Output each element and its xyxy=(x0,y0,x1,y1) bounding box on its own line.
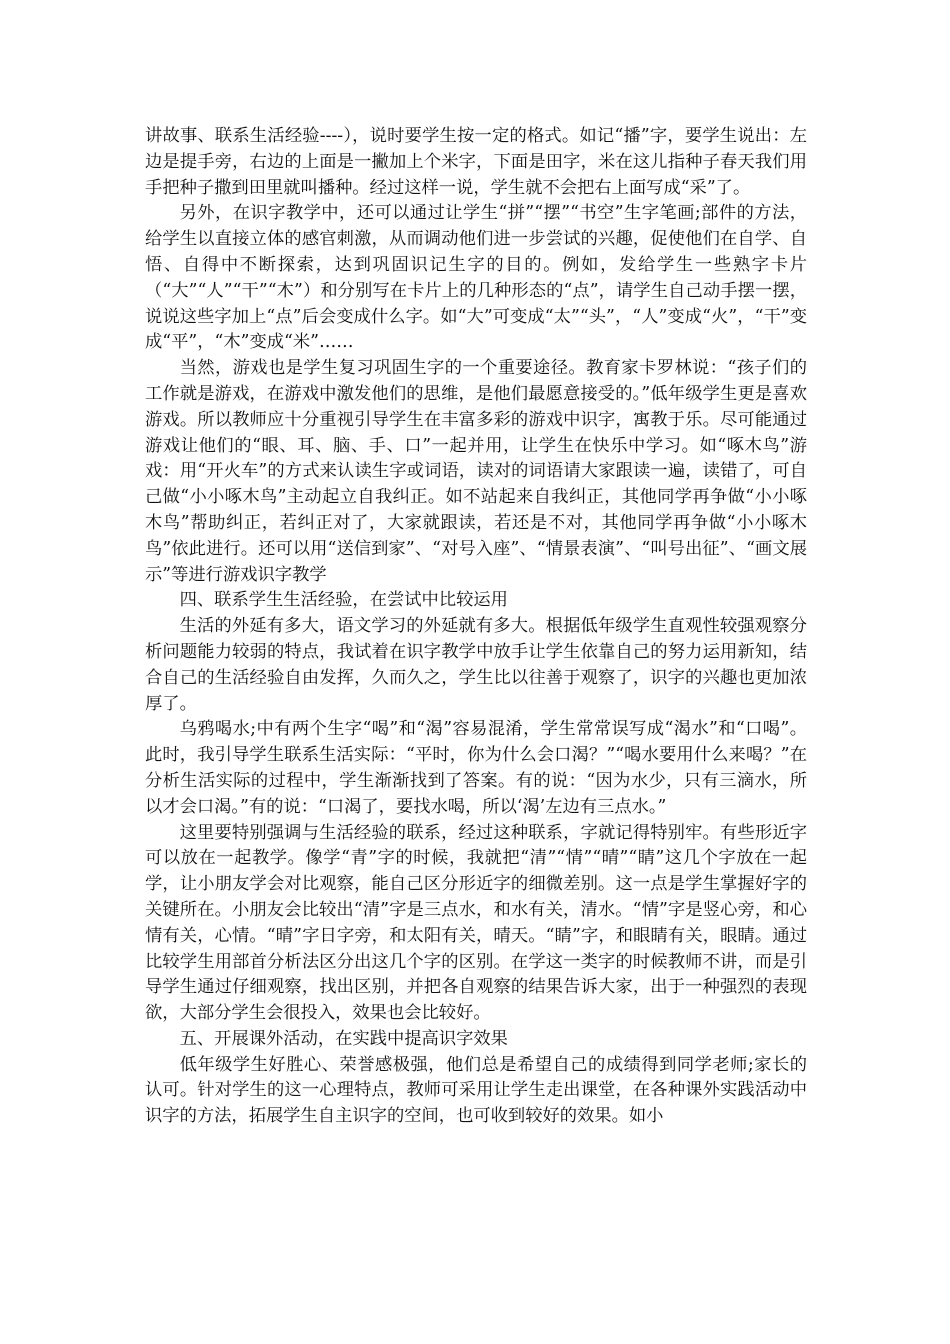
paragraph-card-method: 另外，在识字教学中，还可以通过让学生“拼”“摆”“书空”生字笔画;部件的方法，给学生以直接立体的感官刺激，从而调动他们进一步尝试的兴趣，促使他们在自学、自悟、自得中不断探索，达到巩固识记生字的目的。例如，发给学生一些熟字卡片（“大”“人”“干”“木”）和分别写在卡片上的几种形态的“点”，请学生自己动手摆一摆，说说这些字加上“点”后会变成什么字。如“大”可变成“太”“头”，“人”变成“火”，“干”变成“平”，“木”变成“米”…… xyxy=(145,203,807,353)
paragraph-games: 当然，游戏也是学生复习巩固生字的一个重要途径。教育家卡罗林说：“孩子们的工作就是游戏，在游戏中激发他们的思维，是他们最愿意接受的。”低年级学生更是喜欢游戏。所以教师应十分重视引导学生在丰富多彩的游戏中识字，寓教于乐。尽可能通过游戏让他们的“眼、耳、脑、手、口”一起并用，让学生在快乐中学习。如“啄木鸟”游戏：用“开火车”的方式来认读生字或词语，读对的词语请大家跟读一遍，读错了，可自己做“小小啄木鸟”主动起立自我纠正。如不站起来自我纠正，其他同学再争做“小小啄木鸟”帮助纠正，若纠正对了，大家就跟读，若还是不对，其他同学再争做“小小啄木鸟”依此进行。还可以用“送信到家”、“对号入座”、“情景表演”、“叫号出征”、“画文展示”等进行游戏识字教学 xyxy=(145,358,807,585)
section-heading-five: 五、开展课外活动，在实践中提高识字效果 xyxy=(179,1028,508,1049)
paragraph-life-experience: 生活的外延有多大，语文学习的外延就有多大。根据低年级学生直观性较强观察分析问题能力较弱的特点，我试着在识字教学中放手让学生依靠自己的努力运用新知，结合自己的生活经验自由发挥，久而久之，学生比以往善于观察了，识字的兴趣也更加浓厚了。 xyxy=(145,616,807,714)
paragraph-extracurricular: 低年级学生好胜心、荣誉感极强，他们总是希望自己的成绩得到同学老师;家长的认可。针对学生的这一心理特点，教师可采用让学生走出课堂，在各种课外实践活动中识字的方法，拓展学生自主识字的空间，也可收到较好的效果。如小 xyxy=(145,1054,807,1127)
paragraph-crow-drinks-water: 乌鸦喝水;中有两个生字“喝”和“渴”容易混淆，学生常常误写成“渴水”和“口喝”。此时，我引导学生联系生活实际：“平时，你为什么会口渴？”“喝水要用什么来喝？”在分析生活实际的过程中，学生渐渐找到了答案。有的说：“因为水少，只有三滴水，所以才会口渴。”有的说：“口渴了，要找水喝，所以‘渴’左边有三点水。” xyxy=(145,719,807,817)
paragraph-similar-characters: 这里要特别强调与生活经验的联系，经过这种联系，字就记得特别牢。有些形近字可以放在一起教学。像学“青”字的时候，我就把“清”“情”“晴”“睛”这几个字放在一起学，让小朋友学会对比观察，能自己区分形近字的细微差别。这一点是学生掌握好字的关键所在。小朋友会比较出“清”字是三点水，和水有关，清水。“情”字是竖心旁，和心情有关，心情。“晴”字日字旁，和太阳有关，晴天。“睛”字，和眼睛有关，眼睛。通过比较学生用部首分析法区分出这几个字的区别。在学这一类字的时候教师不讲，而是引导学生通过仔细观察，找出区别，并把各自观察的结果告诉大家，出于一种强烈的表现欲，大部分学生会很投入，效果也会比较好。 xyxy=(145,822,807,1024)
section-heading-four: 四、联系学生生活经验，在尝试中比较运用 xyxy=(179,590,508,611)
document-body xyxy=(145,124,807,1130)
paragraph-phonics-example: 讲故事、联系生活经验----），说时要学生按一定的格式。如记“播”字，要学生说出：左边是提手旁，右边的上面是一撇加上个米字，下面是田字，米在这儿指种子春天我们用手把种子撒到田里就叫播种。经过这样一说，学生就不会把右上面写成“采”了。 xyxy=(145,126,807,198)
